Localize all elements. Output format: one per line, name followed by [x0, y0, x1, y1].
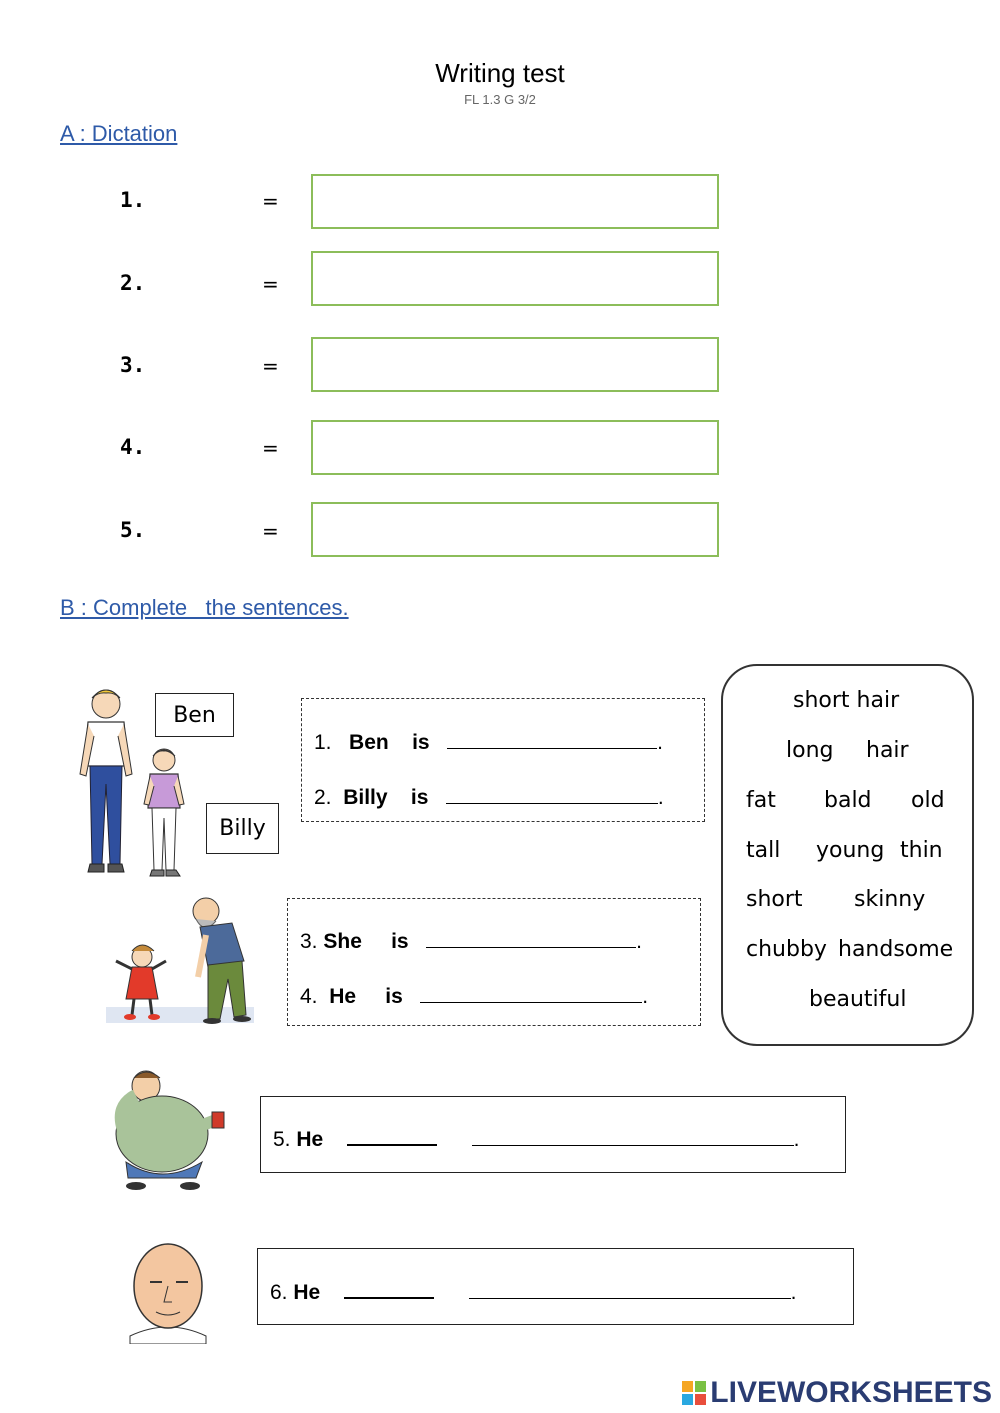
liveworksheets-logo-text: LIVEWORKSHEETS	[710, 1376, 992, 1409]
dictation-equals-4: =	[262, 436, 279, 460]
dictation-number-3: 3.	[120, 353, 146, 377]
dictation-equals-1: =	[262, 189, 279, 213]
sentence-1-verb: is	[412, 731, 430, 754]
sentence-3-subject: She	[323, 930, 362, 953]
sentence-1	[314, 731, 663, 755]
sentence-6-subject: He	[293, 1281, 321, 1304]
section-b-heading: B : Complete the sentences.	[60, 595, 349, 620]
sentence-2-subject: Billy	[343, 786, 388, 809]
sentence-2-blank[interactable]	[446, 803, 658, 804]
word-bank-item: fat	[746, 788, 776, 813]
word-bank-item: hair	[866, 738, 909, 763]
sentence-4-end: .	[642, 985, 649, 1008]
word-bank-item: bald	[824, 788, 872, 813]
word-bank-item: tall	[746, 838, 781, 863]
page-title: Writing test	[435, 58, 565, 88]
liveworksheets-logo-icon	[682, 1381, 706, 1405]
sentence-3-end: .	[636, 930, 642, 953]
dictation-answer-1[interactable]	[311, 174, 719, 229]
girl-and-old-man-illustration	[104, 895, 256, 1027]
sentence-4-number: 4.	[300, 985, 318, 1008]
word-bank-item: thin	[900, 838, 943, 863]
sentence-2-number: 2.	[314, 786, 332, 809]
sentence-3-blank[interactable]	[426, 947, 636, 948]
liveworksheets-logo	[682, 1376, 992, 1410]
dictation-equals-2: =	[262, 272, 279, 296]
fat-man-illustration	[106, 1066, 234, 1196]
word-bank-item: long	[786, 738, 834, 763]
dictation-number-4: 4.	[120, 435, 146, 459]
sentence-6	[270, 1281, 796, 1305]
sentence-5	[273, 1128, 799, 1152]
sentence-2-verb: is	[410, 786, 429, 809]
dictation-answer-4[interactable]	[311, 420, 719, 475]
sentence-6-end: .	[790, 1281, 797, 1304]
sentence-4-blank[interactable]	[420, 1002, 642, 1003]
name-label-ben: Ben	[155, 693, 234, 737]
dictation-equals-3: =	[262, 354, 279, 378]
word-bank-item: young	[816, 838, 885, 863]
sentence-5-verb-blank[interactable]	[347, 1144, 437, 1146]
word-bank-item: beautiful	[809, 987, 907, 1012]
dictation-number-2: 2.	[120, 271, 146, 295]
dictation-answer-3[interactable]	[311, 337, 719, 392]
word-bank-item: chubby	[746, 937, 827, 962]
dictation-answer-2[interactable]	[311, 251, 719, 306]
sentence-5-subject: He	[296, 1128, 324, 1151]
sentence-5-blank[interactable]	[472, 1145, 794, 1146]
sentence-3-verb: is	[391, 930, 409, 953]
sentence-1-blank[interactable]	[447, 748, 657, 749]
dictation-answer-5[interactable]	[311, 502, 719, 557]
sentence-1-number: 1.	[314, 731, 332, 754]
word-bank-item: handsome	[838, 937, 954, 962]
sentence-6-verb-blank[interactable]	[344, 1297, 434, 1299]
page-subtitle: FL 1.3 G 3/2	[464, 92, 536, 107]
bald-man-illustration	[120, 1240, 216, 1344]
sentence-4-verb: is	[385, 985, 403, 1008]
sentence-6-blank[interactable]	[469, 1298, 791, 1299]
name-label-billy: Billy	[206, 803, 279, 854]
word-bank-item: skinny	[854, 887, 926, 912]
dictation-equals-5: =	[262, 519, 279, 543]
sentence-1-end: .	[657, 731, 663, 754]
sentence-1-subject: Ben	[349, 731, 389, 754]
dictation-number-1: 1.	[120, 188, 146, 212]
sentence-5-end: .	[793, 1128, 800, 1151]
word-bank-item: old	[911, 788, 945, 813]
word-bank-item: short	[746, 887, 803, 912]
sentence-4	[300, 985, 648, 1009]
dictation-number-5: 5.	[120, 518, 146, 542]
sentence-3	[300, 930, 642, 954]
sentence-2	[314, 786, 664, 810]
section-a-heading: A : Dictation	[60, 121, 178, 146]
sentence-4-subject: He	[329, 985, 357, 1008]
word-bank-item: short hair	[793, 688, 900, 713]
sentence-2-end: .	[657, 786, 664, 809]
sentence-3-number: 3.	[300, 930, 318, 953]
sentence-5-number: 5.	[273, 1128, 291, 1151]
sentence-6-number: 6.	[270, 1281, 288, 1304]
